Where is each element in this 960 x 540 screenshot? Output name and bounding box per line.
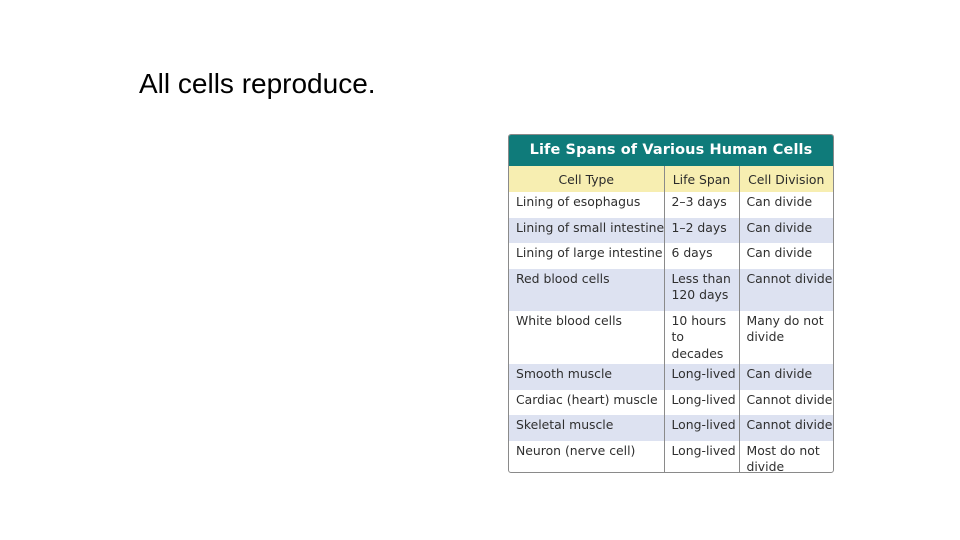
slide-heading: All cells reproduce.	[139, 68, 376, 99]
cell-division: Cannot divide	[739, 415, 833, 441]
life-span: 10 hours to decades	[664, 311, 739, 365]
column-header-life-span: Life Span	[664, 166, 739, 192]
cell-type: Lining of large intestine	[509, 243, 664, 269]
life-span: 1–2 days	[664, 218, 739, 244]
cell-division: Can divide	[739, 364, 833, 390]
cell-type: Neuron (nerve cell)	[509, 441, 664, 474]
life-spans-table	[508, 134, 834, 473]
cell-type: White blood cells	[509, 311, 664, 365]
column-header-cell-division: Cell Division	[739, 166, 833, 192]
life-span: Long-lived	[664, 415, 739, 441]
life-span: 2–3 days	[664, 192, 739, 218]
table-row	[509, 192, 833, 218]
table-header-row	[509, 166, 833, 192]
table-row	[509, 218, 833, 244]
table-row	[509, 441, 833, 474]
cell-division: Cannot divide	[739, 269, 833, 311]
table-row	[509, 311, 833, 365]
cell-type: Cardiac (heart) muscle	[509, 390, 664, 416]
table-row	[509, 415, 833, 441]
cell-division: Most do not divide	[746, 442, 820, 473]
cell-division: Can divide	[746, 194, 813, 209]
life-span: Long-lived	[664, 364, 739, 390]
cell-type: Lining of esophagus	[509, 192, 664, 218]
table-row	[509, 269, 833, 311]
life-span: Long-lived	[664, 441, 739, 474]
cell-type: Skeletal muscle	[509, 415, 664, 441]
life-span: Long-lived	[664, 390, 739, 416]
table-title: Life Spans of Various Human Cells	[509, 135, 833, 166]
life-span: Less than 120 days	[664, 269, 739, 311]
table-row	[509, 390, 833, 416]
cell-division: Can divide	[739, 218, 833, 244]
cell-type: Smooth muscle	[509, 364, 664, 390]
life-span: 6 days	[664, 243, 739, 269]
cell-type: Red blood cells	[509, 269, 664, 311]
cell-division: Can divide	[746, 245, 813, 260]
table-row	[509, 243, 833, 269]
cell-division: Many do not divide	[746, 312, 824, 344]
cell-table	[509, 166, 833, 473]
cell-type: Lining of small intestine	[509, 218, 664, 244]
table-row	[509, 364, 833, 390]
cell-division: Cannot divide	[746, 391, 833, 407]
column-header-cell-type: Cell Type	[509, 166, 664, 192]
